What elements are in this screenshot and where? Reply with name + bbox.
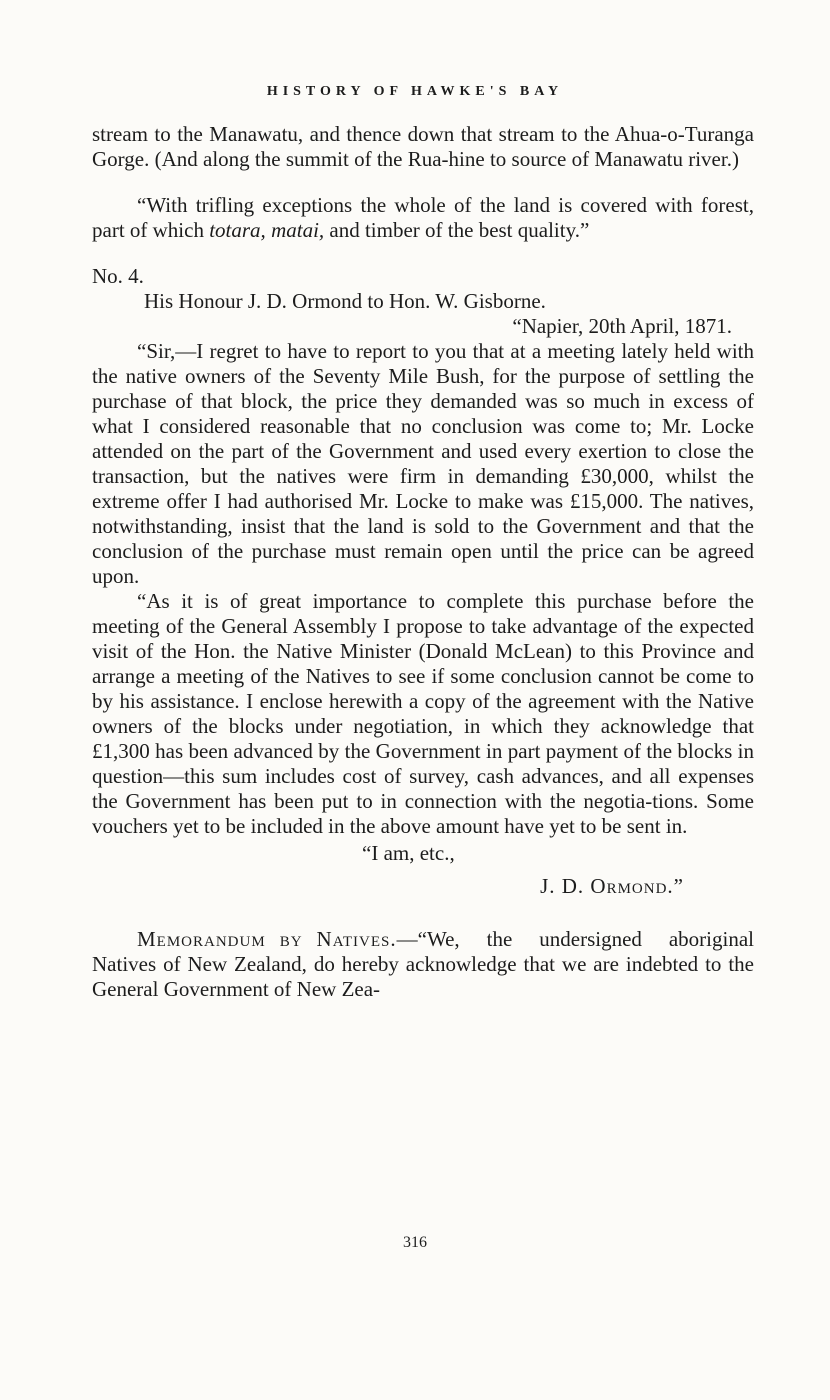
paragraph-forest-quote: [92, 193, 754, 243]
memorandum-natives: Natives.: [316, 927, 397, 951]
italic-totara: totara,: [209, 218, 266, 242]
letter-signoff: “I am, etc.,: [362, 841, 455, 865]
letter-signature: J. D. Ormond.”: [540, 874, 684, 898]
page-number: 316: [403, 1234, 427, 1251]
forest-quote-part-a: “With trifling exceptions the whole of the land is covered with forest, part of which: [92, 193, 754, 242]
forest-quote-part-c: and timber of the best quality.”: [324, 218, 590, 242]
memorandum-by: by: [279, 927, 303, 951]
letter-heading: His Honour J. D. Ormond to Hon. W. Gisborne.: [144, 289, 546, 313]
italic-matai: matai,: [271, 218, 325, 242]
paragraph-letter-body-2: “As it is of great importance to complete this purchase before the meeting of the General Assembly I propose to take advantage of the expected visit of the Hon. the Native Minister (Donald McLean) to this Province and arrange a meeting of the Natives to see if some conclusion cannot be come to by his assistance. I enclose herewith a copy of the agreement with the Native owners of the blocks under negotiation, in which they acknowledge that £1,300 has been advanced by the Government in part payment of the blocks in question—this sum includes cost of survey, cash advances, and all expenses the Government has been put to in connection with the negotia-tions. Some vouchers yet to be included in the above amount have yet to be sent in.: [92, 589, 754, 838]
memorandum-text: —“We, the undersigned aboriginal Natives of New Zealand, do hereby acknowledge that we are indebted to the General Government of New Zea-: [92, 927, 754, 1001]
document-number-label: No. 4.: [92, 264, 144, 288]
paragraph-letter-body-1: “Sir,—I regret to have to report to you that at a meeting lately held with the native owners of the Seventy Mile Bush, for the purpose of settling the purchase of that block, the price they demanded was so much in excess of what I considered reasonable that no conclusion was come to; Mr. Locke attended on the part of the Government and used every exertion to close the transaction, but the natives were firm in demanding £30,000, whilst the extreme offer I had authorised Mr. Locke to make was £15,000. The natives, notwithstanding, insist that the land is sold to the Government and that the conclusion of the purchase must remain open until the price can be agreed upon.: [92, 339, 754, 588]
paragraph-boundary-description: stream to the Manawatu, and thence down that stream to the Ahua-o-Turanga Gorge. (And along the summit of the Rua-hine to source of Manawatu river.): [92, 122, 754, 171]
letter-dateline: “Napier, 20th April, 1871.: [512, 314, 732, 338]
paragraph-memorandum: [92, 927, 754, 1002]
body-text: [92, 122, 754, 1002]
running-head: HISTORY OF HAWKE'S BAY: [266, 84, 564, 99]
memorandum-heading: Memorandum: [137, 927, 266, 951]
